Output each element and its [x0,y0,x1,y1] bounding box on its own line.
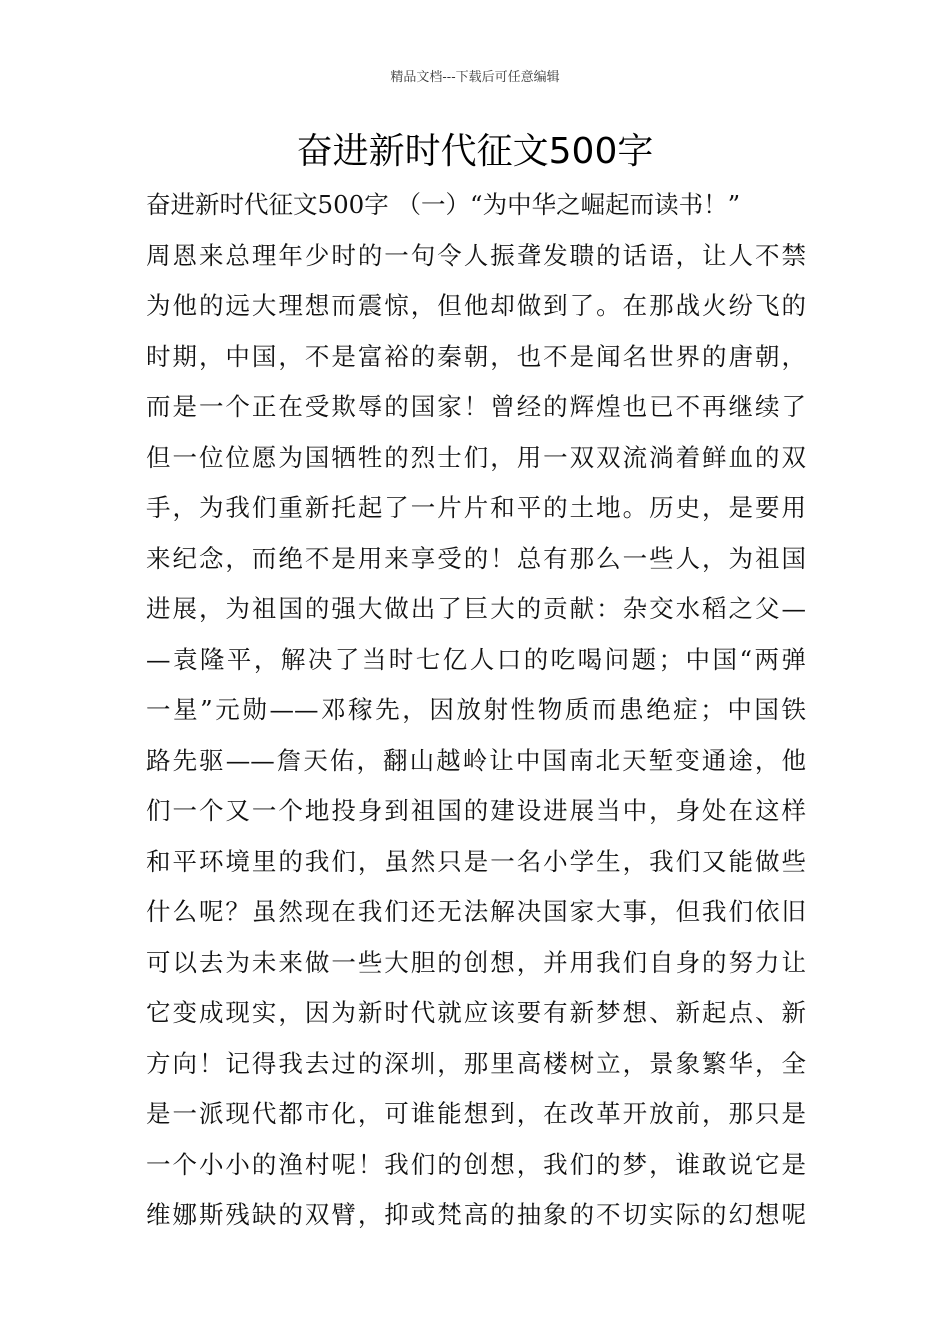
text-line: 进展，为祖国的强大做出了巨大的贡献：杂交水稻之父— [146,594,806,623]
text-line: 什么呢？虽然现在我们还无法解决国家大事，但我们依旧 [146,897,806,926]
text-line: 一个小小的渔村呢！我们的创想，我们的梦，谁敢说它是 [146,1149,806,1179]
document-title: 奋进新时代征文500字 [296,131,654,172]
text-line: 来纪念，而绝不是用来享受的！总有那么一些人，为祖国 [146,543,806,573]
text-line: 一星”元勋——邓稼先，因放射性物质而患绝症；中国铁 [146,695,806,724]
text-line: 和平环境里的我们，虽然只是一名小学生，我们又能做些 [146,846,806,876]
text-line: 维娜斯残缺的双臂，抑或梵高的抽象的不切实际的幻想呢 [146,1200,806,1229]
text-line: 手，为我们重新托起了一片片和平的土地。历史，是要用 [146,493,806,522]
text-line: 为他的远大理想而震惊，但他却做到了。在那战火纷飞的 [146,291,806,320]
text-line: 是一派现代都市化，可谁能想到，在改革开放前，那只是 [146,1099,806,1128]
text-line: 们一个又一个地投身到祖国的建设进展当中，身处在这样 [146,796,806,825]
text-line: 路先驱——詹天佑，翻山越岭让中国南北天堑变通途，他 [146,745,806,775]
header-note: 精品文档---下载后可任意编辑 [390,70,560,85]
text-line: 它变成现实，因为新时代就应该要有新梦想、新起点、新 [146,998,806,1027]
text-line: 可以去为未来做一些大胆的创想，并用我们自身的努力让 [146,947,806,977]
text-line: 奋进新时代征文500字 （一）“为中华之崛起而读书！” [146,190,741,219]
text-line: 但一位位愿为国牺牲的烈士们，用一双双流淌着鲜血的双 [146,442,806,472]
text-line: 时期，中国，不是富裕的秦朝，也不是闻名世界的唐朝， [146,341,806,371]
text-line: 方向！记得我去过的深圳，那里高楼树立，景象繁华，全 [146,1048,806,1078]
text-line: 周恩来总理年少时的一句令人振聋发聩的话语，让人不禁 [146,240,806,270]
body-text [146,180,806,1241]
text-line: 而是一个正在受欺辱的国家！曾经的辉煌也已不再继续了 [146,392,806,421]
text-line: —袁隆平，解决了当时七亿人口的吃喝问题；中国“两弹 [146,644,806,674]
